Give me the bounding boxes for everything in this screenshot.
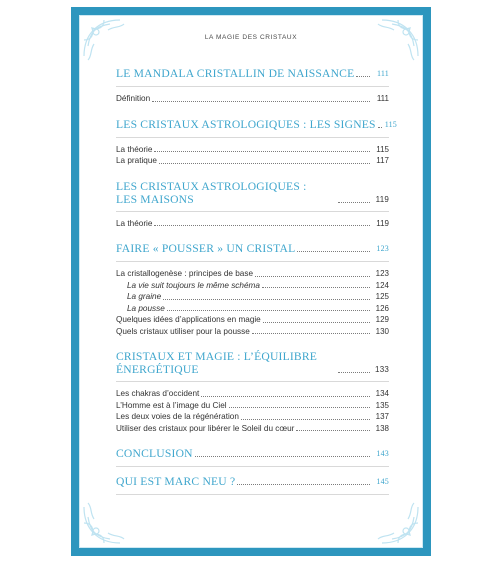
toc-entry-label: Définition	[116, 94, 151, 103]
toc-page-number: 124	[375, 280, 389, 290]
leader-dots	[152, 101, 370, 102]
toc-entry[interactable]	[116, 411, 389, 423]
leader-dots	[163, 299, 370, 300]
leader-dots	[263, 322, 370, 323]
toc-page-number: 138	[375, 423, 389, 433]
toc-page-number: 119	[375, 194, 389, 204]
toc-heading-label: LES CRISTAUX ASTROLOGIQUES : LES SIGNES	[116, 117, 376, 131]
toc-entry[interactable]	[116, 326, 389, 338]
leader-dots	[378, 127, 382, 128]
toc-entry[interactable]	[116, 303, 389, 315]
toc-entry[interactable]	[116, 400, 389, 412]
book-page-inner	[79, 15, 423, 548]
leader-dots	[237, 484, 370, 485]
toc-page-number: 111	[376, 94, 389, 103]
toc-page-number: 137	[375, 412, 389, 421]
toc-heading-label: FAIRE « POUSSER » UN CRISTAL	[116, 242, 296, 255]
leader-dots	[154, 225, 370, 226]
divider	[116, 381, 389, 382]
toc-entry[interactable]	[116, 268, 389, 280]
toc-entry-label: La pousse	[127, 303, 165, 313]
leader-dots	[356, 76, 370, 77]
toc-page-number: 129	[375, 315, 389, 324]
toc-entry[interactable]	[116, 144, 389, 156]
divider	[116, 261, 389, 262]
leader-dots	[154, 151, 370, 152]
toc-heading-label: CONCLUSION	[116, 447, 193, 460]
toc-entry-label: Les deux voies de la régénération	[116, 412, 239, 421]
toc-page-number: 130	[375, 326, 389, 336]
toc-entry[interactable]	[116, 280, 389, 292]
toc-entry-label: Les chakras d’occident	[116, 389, 200, 398]
toc-page-number: 117	[376, 156, 389, 165]
toc-entry-label: La vie suit toujours le même schéma	[127, 280, 260, 290]
leader-dots	[195, 456, 370, 457]
toc-entry-label: La pratique	[116, 156, 157, 165]
toc-heading[interactable]	[116, 350, 389, 376]
leader-dots	[255, 276, 370, 277]
toc-entry[interactable]	[116, 155, 389, 167]
toc-page-number: 123	[376, 244, 389, 253]
leader-dots	[338, 202, 370, 203]
leader-dots	[201, 396, 370, 397]
toc-page-number: 133	[375, 365, 389, 374]
toc-page-number: 115	[384, 119, 398, 129]
toc-entry-label: La cristallogenèse : principes de base	[116, 269, 253, 278]
toc-page-number: 145	[376, 477, 389, 486]
divider	[116, 494, 389, 495]
leader-dots	[167, 310, 370, 311]
toc-heading[interactable]	[116, 242, 389, 256]
toc-page-number: 134	[375, 389, 389, 398]
leader-dots	[297, 251, 370, 252]
toc-heading[interactable]	[116, 67, 389, 81]
toc-page-number: 115	[376, 144, 389, 154]
table-of-contents	[116, 67, 398, 501]
running-head: LA MAGIE DES CRISTAUX	[204, 34, 298, 41]
toc-entry-label: La théorie	[116, 144, 153, 154]
divider	[116, 137, 389, 138]
toc-heading-label: QUI EST MARC NEU ?	[116, 475, 236, 488]
toc-entry[interactable]	[116, 423, 389, 435]
toc-entry[interactable]	[116, 218, 389, 230]
leader-dots	[338, 372, 370, 373]
toc-page-number: 126	[375, 303, 389, 313]
leader-dots	[262, 287, 370, 288]
toc-entry-label: L’Homme est à l’image du Ciel	[116, 400, 227, 410]
toc-entry-label: La théorie	[116, 218, 153, 228]
toc-heading-label: CRISTAUX ET MAGIE : L’ÉQUILIBRE ÉNERGÉTIQUE	[116, 350, 318, 376]
book-page-frame	[71, 7, 431, 556]
toc-entry-label: Utiliser des cristaux pour libérer le Soleil du cœur	[116, 423, 295, 433]
toc-heading[interactable]	[116, 180, 389, 206]
toc-entry[interactable]	[116, 388, 389, 400]
leader-dots	[159, 163, 370, 164]
toc-page-number: 123	[375, 269, 389, 278]
toc-entry[interactable]	[116, 93, 389, 105]
leader-dots	[252, 333, 370, 334]
toc-page-number: 143	[376, 449, 389, 458]
toc-heading[interactable]	[116, 117, 398, 132]
toc-entry-label: La graine	[127, 292, 162, 301]
toc-entry[interactable]	[116, 291, 389, 303]
toc-heading-label: LES CRISTAUX ASTROLOGIQUES : LES MAISONS	[116, 179, 307, 206]
leader-dots	[241, 419, 370, 420]
leader-dots	[229, 407, 370, 408]
toc-entry-label: Quelques idées d’applications en magie	[116, 315, 261, 324]
toc-page-number: 135	[375, 400, 389, 410]
divider	[116, 211, 389, 212]
toc-heading[interactable]	[116, 447, 389, 461]
toc-entry[interactable]	[116, 314, 389, 326]
toc-heading[interactable]	[116, 475, 389, 489]
toc-heading-label: LE MANDALA CRISTALLIN DE NAISSANCE	[116, 67, 355, 80]
toc-page-number: 119	[376, 218, 389, 228]
toc-page-number: 111	[376, 69, 389, 78]
toc-entry-label: Quels cristaux utiliser pour la pousse	[116, 326, 250, 336]
toc-page-number: 125	[375, 292, 389, 301]
divider	[116, 466, 389, 467]
divider	[116, 86, 389, 87]
leader-dots	[296, 430, 370, 431]
